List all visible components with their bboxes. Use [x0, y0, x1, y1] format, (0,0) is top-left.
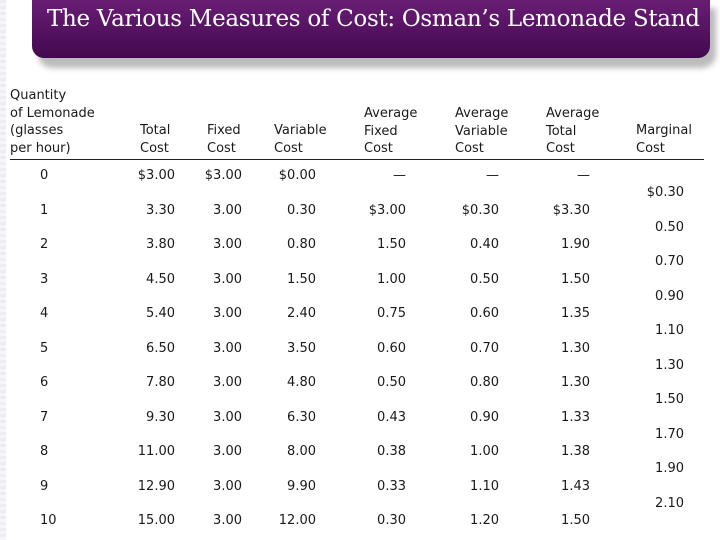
variable-cost-cell: 0.30 — [287, 202, 316, 218]
variable-cost-cell: 0.80 — [287, 237, 316, 252]
marginal-cost-cell: 1.30 — [655, 357, 684, 373]
average-total-cost-cell: — — [577, 168, 590, 183]
variable-cost-cell: $0.00 — [278, 168, 316, 183]
marginal-cost-cell: 0.50 — [655, 219, 684, 235]
average-variable-cost-cell: 0.90 — [470, 409, 499, 425]
variable-cost-cell: 4.80 — [287, 375, 316, 390]
quantity-cell: 2 — [40, 237, 49, 252]
quantity-cell: 6 — [40, 375, 49, 390]
header-quantity: Quantity of Lemonade (glasses per hour) — [10, 88, 95, 156]
marginal-cost-cell: $0.30 — [646, 185, 684, 200]
average-fixed-cost-cell: 1.00 — [377, 271, 406, 287]
fixed-cost-cell: 3.00 — [213, 271, 242, 287]
quantity-cell: 0 — [40, 168, 49, 183]
variable-cost-cell: 8.00 — [287, 444, 316, 459]
fixed-cost-cell: $3.00 — [204, 168, 242, 183]
average-total-cost-cell: 1.33 — [561, 409, 590, 425]
header-marginal-cost: Marginal Cost — [636, 123, 692, 156]
variable-cost-cell: 6.30 — [287, 409, 316, 425]
header-total-cost: Total Cost — [140, 123, 171, 156]
marginal-cost-cell: 1.50 — [655, 392, 684, 407]
slide-title: The Various Measures of Cost: Osman’s Lemonade Stand — [47, 6, 700, 32]
total-cost-cell: 9.30 — [146, 409, 175, 425]
average-variable-cost-cell: 0.80 — [470, 375, 499, 390]
quantity-cell: 3 — [40, 271, 49, 287]
average-fixed-cost-cell: 0.33 — [377, 478, 406, 494]
total-cost-cell: 12.90 — [137, 478, 175, 494]
total-cost-cell: 7.80 — [146, 375, 175, 390]
average-fixed-cost-cell: 0.50 — [377, 375, 406, 390]
fixed-cost-cell: 3.00 — [213, 375, 242, 390]
average-fixed-cost-cell: 0.60 — [377, 340, 406, 356]
marginal-cost-cell: 0.70 — [655, 254, 684, 269]
average-fixed-cost-cell: $3.00 — [368, 202, 406, 218]
average-total-cost-cell: 1.38 — [561, 444, 590, 459]
quantity-cell: 7 — [40, 409, 49, 425]
header-average-total-cost: Average Total Cost — [546, 106, 600, 156]
fixed-cost-cell: 3.00 — [213, 409, 242, 425]
fixed-cost-cell: 3.00 — [213, 202, 242, 218]
average-variable-cost-cell: — — [486, 168, 499, 183]
average-fixed-cost-cell: — — [393, 168, 406, 183]
fixed-cost-cell: 3.00 — [213, 340, 242, 356]
header-rule — [10, 159, 704, 160]
average-variable-cost-cell: 0.70 — [470, 340, 499, 356]
total-cost-cell: 11.00 — [137, 444, 175, 459]
total-cost-cell: 5.40 — [146, 306, 175, 321]
average-total-cost-cell: 1.30 — [561, 375, 590, 390]
total-cost-cell: 6.50 — [146, 340, 175, 356]
header-average-fixed-cost: Average Fixed Cost — [364, 106, 418, 156]
average-fixed-cost-cell: 0.38 — [377, 444, 406, 459]
average-variable-cost-cell: 0.60 — [470, 306, 499, 321]
marginal-cost-cell: 0.90 — [655, 288, 684, 304]
average-fixed-cost-cell: 0.30 — [377, 513, 406, 528]
fixed-cost-cell: 3.00 — [213, 306, 242, 321]
header-average-variable-cost: Average Variable Cost — [455, 106, 509, 156]
quantity-cell: 1 — [40, 202, 49, 218]
average-variable-cost-cell: $0.30 — [461, 202, 499, 218]
average-fixed-cost-cell: 1.50 — [377, 237, 406, 252]
average-total-cost-cell: 1.30 — [561, 340, 590, 356]
average-fixed-cost-cell: 0.43 — [377, 409, 406, 425]
total-cost-cell: 3.30 — [146, 202, 175, 218]
average-fixed-cost-cell: 0.75 — [377, 306, 406, 321]
quantity-cell: 8 — [40, 444, 49, 459]
average-variable-cost-cell: 1.20 — [470, 513, 499, 528]
marginal-cost-cell: 1.70 — [655, 426, 684, 442]
variable-cost-cell: 1.50 — [287, 271, 316, 287]
total-cost-cell: 4.50 — [146, 271, 175, 287]
total-cost-cell: $3.00 — [137, 168, 175, 183]
average-total-cost-cell: 1.35 — [561, 306, 590, 321]
fixed-cost-cell: 3.00 — [213, 478, 242, 494]
marginal-cost-cell: 2.10 — [655, 495, 684, 511]
average-variable-cost-cell: 0.40 — [470, 237, 499, 252]
quantity-cell: 9 — [40, 478, 49, 494]
total-cost-cell: 3.80 — [146, 237, 175, 252]
quantity-cell: 5 — [40, 340, 49, 356]
average-variable-cost-cell: 1.00 — [470, 444, 499, 459]
fixed-cost-cell: 3.00 — [213, 444, 242, 459]
marginal-cost-cell: 1.10 — [655, 323, 684, 338]
variable-cost-cell: 9.90 — [287, 478, 316, 494]
average-total-cost-cell: 1.50 — [561, 271, 590, 287]
fixed-cost-cell: 3.00 — [213, 237, 242, 252]
variable-cost-cell: 2.40 — [287, 306, 316, 321]
header-fixed-cost: Fixed Cost — [207, 123, 241, 156]
quantity-cell: 4 — [40, 306, 49, 321]
average-total-cost-cell: 1.90 — [561, 237, 590, 252]
fixed-cost-cell: 3.00 — [213, 513, 242, 528]
average-variable-cost-cell: 1.10 — [470, 478, 499, 494]
quantity-cell: 10 — [40, 513, 57, 528]
variable-cost-cell: 3.50 — [287, 340, 316, 356]
marginal-cost-cell: 1.90 — [655, 461, 684, 476]
total-cost-cell: 15.00 — [137, 513, 175, 528]
average-total-cost-cell: $3.30 — [552, 202, 590, 218]
header-variable-cost: Variable Cost — [274, 123, 327, 156]
average-total-cost-cell: 1.43 — [561, 478, 590, 494]
variable-cost-cell: 12.00 — [278, 513, 316, 528]
average-total-cost-cell: 1.50 — [561, 513, 590, 528]
average-variable-cost-cell: 0.50 — [470, 271, 499, 287]
